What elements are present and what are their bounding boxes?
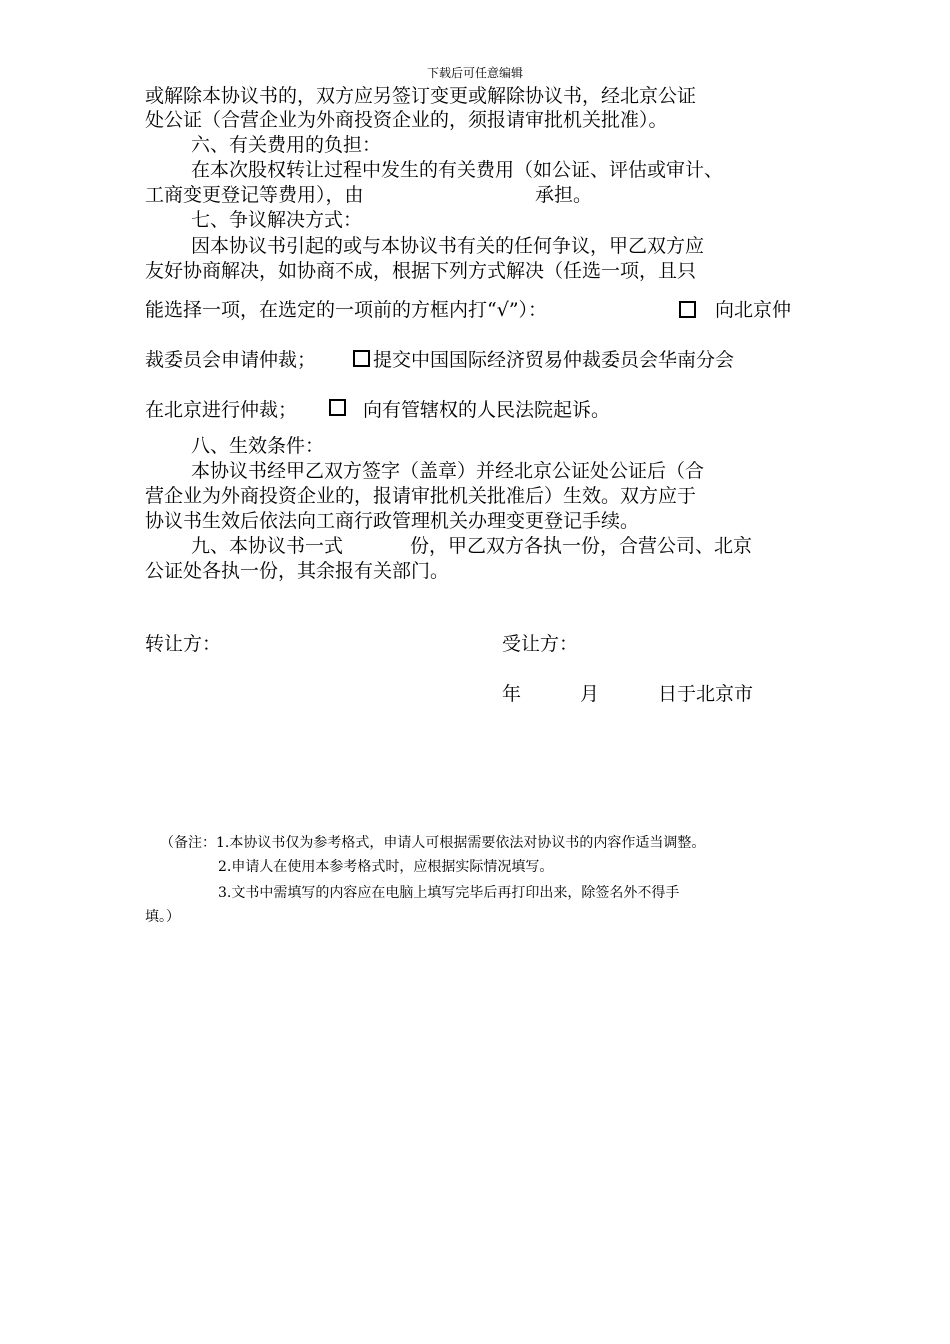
section-heading-effect: 八、生效条件： (191, 435, 325, 457)
text-line: 在北京进行仲裁； (145, 399, 298, 421)
checkbox-arbitration-beijing[interactable] (679, 301, 696, 318)
text-line: 提交中国国际经济贸易仲裁委员会华南分会 (373, 349, 735, 371)
transferor-label: 转让方： (145, 633, 222, 655)
text-line: 本协议书经甲乙双方签字（盖章）并经北京公证处公证后（合 (191, 460, 705, 482)
date-year: 年 (502, 683, 522, 705)
text-line: 承担。 (535, 184, 593, 206)
text-line: 协议书生效后依法向工商行政管理机关办理变更登记手续。 (145, 510, 640, 532)
date-month: 月 (580, 683, 600, 705)
text-line: 工商变更登记等费用），由 (145, 184, 364, 206)
text-line: 九、本协议书一式 (191, 535, 344, 557)
text-line: 营企业为外商投资企业的，报请审批机关批准后）生效。双方应于 (145, 485, 697, 507)
note-line: （备注：1.本协议书仅为参考格式，申请人可根据需要依法对协议书的内容作适当调整。 (160, 835, 706, 851)
note-line: 3.文书中需填写的内容应在电脑上填写完毕后再打印出来，除签名外不得手 (218, 885, 680, 901)
text-line: 公证处各执一份，其余报有关部门。 (145, 560, 450, 582)
checkbox-court[interactable] (329, 399, 346, 416)
note-line: 2.申请人在使用本参考格式时，应根据实际情况填写。 (218, 859, 554, 875)
text-line: 裁委员会申请仲裁； (145, 349, 317, 371)
transferee-label: 受让方： (502, 633, 579, 655)
text-line: 因本协议书引起的或与本协议书有关的任何争议，甲乙双方应 (191, 235, 705, 257)
text-line: 能选择一项，在选定的一项前的方框内打“√”）： (145, 299, 548, 321)
note-line: 填。） (145, 909, 180, 925)
text-line: 向北京仲 (715, 299, 792, 321)
checkbox-arbitration-cietac[interactable] (353, 350, 370, 367)
section-heading-fees: 六、有关费用的负担： (191, 134, 382, 156)
date-day-place: 日于北京市 (658, 683, 754, 705)
page-header: 下载后可任意编辑 (426, 66, 523, 80)
text-line: 在本次股权转让过程中发生的有关费用（如公证、评估或审计、 (191, 159, 724, 181)
text-line: 处公证（合营企业为外商投资企业的，须报请审批机关批准）。 (145, 109, 668, 131)
text-line: 或解除本协议书的，双方应另签订变更或解除协议书，经北京公证 (145, 85, 697, 107)
text-line: 友好协商解决，如协商不成，根据下列方式解决（任选一项，且只 (145, 260, 697, 282)
text-line: 份，甲乙双方各执一份，合营公司、北京 (410, 535, 753, 557)
section-heading-dispute: 七、争议解决方式： (191, 209, 363, 231)
text-line: 向有管辖权的人民法院起诉。 (363, 399, 611, 421)
